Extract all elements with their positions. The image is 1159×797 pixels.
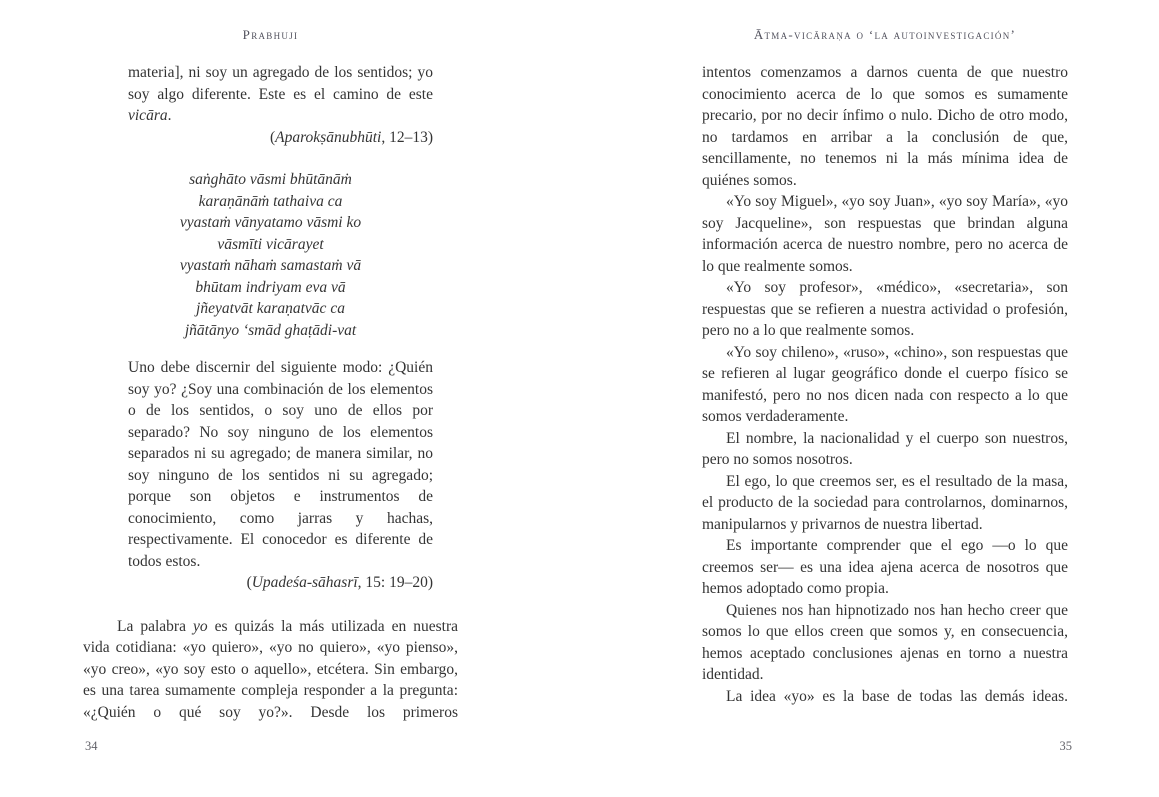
verse-line: vāsmīti vicārayet [217,235,324,253]
body-paragraph: La idea «yo» es la base de todas las demás ideas. [726,687,1068,705]
running-header-author: Prabhuji [242,27,299,42]
body-paragraph: El ego, lo que creemos ser, es el resultado de la masa, el producto de la sociedad para controlarnos, dominarnos, manipularnos y privarnos de nuestra libertad. [702,472,1068,533]
page-number-right: 35 [1059,739,1072,753]
body-paragraph: «Yo soy chileno», «ruso», «chino», son respuestas que se refieren al lugar geográfico donde el cuerpo físico se manifestó, pero no nos dicen nada con respecto a lo que somos verdaderamente. [702,343,1068,425]
body-paragraph: «Yo soy profesor», «médico», «secretaria», son respuestas que se refieren a nuestra actividad o profesión, pero no a lo que realmente somos. [702,279,1068,339]
body-paragraph-la-palabra-yo: La palabra yo es quizás la más utilizada en nuestra vida cotidiana: «yo quiero», «yo no quiero», «yo pienso», «yo creo», «yo soy esto o aquello», etcétera. Sin embargo, es una tarea sumamente compleja responder a la pregunta: «¿Quién o qué soy yo?». Desde los primeros [83,617,458,721]
left-page [83,0,458,797]
verse-line: saṅghāto vāsmi bhūtānāṁ [189,171,352,188]
quote-citation-upadesa-sahasri: (Upadeśa-sāhasrī, 15: 19–20) [246,574,433,591]
body-paragraph: Quienes nos han hipnotizado nos han hecho creer que somos lo que ellos creen que somos y, en consecuencia, hemos aceptado conclusiones ajenas en torno a nuestra identidad. [702,601,1068,683]
running-header-chapter: Ātma-vicāraṇa o ‘la autoinvestigación’ [753,27,1017,42]
sanskrit-verse [83,169,458,341]
block-quote-continuation: materia], ni soy un agregado de los sentidos; yo soy algo diferente. Este es el camino de este vicāra. [128,64,433,124]
body-paragraph: Es importante comprender que el ego —o lo que creemos ser— es una idea ajena acerca de nosotros que hemos adoptado como propia. [702,537,1068,597]
verse-line: vyastaṁ nāhaṁ samastaṁ vā [179,257,362,274]
page-number-left: 34 [85,739,98,753]
quote-citation-aparoksanubhuti: (Aparokṣānubhūti, 12–13) [269,128,433,146]
verse-line: bhūtam indriyam eva vā [195,278,346,296]
verse-line: vyastaṁ vānyatamo vāsmi ko [179,214,362,231]
right-page [702,0,1072,797]
verse-line: jñeyatvāt karaṇatvāc ca [196,300,345,317]
body-paragraph: intentos comenzamos a darnos cuenta de que nuestro conocimiento acerca de lo que somos es sumamente precario, por no decir ínfimo o nulo. Dicho de otro modo, no tardamos en arribar a la conclusión de que, sencillamente, no tenemos ni la más mínima idea de quiénes somos. [702,64,1068,189]
block-quote-discernment: Uno debe discernir del siguiente modo: ¿Quién soy yo? ¿Soy una combinación de los elementos o de los sentidos, o soy uno de ellos por separado? No soy ninguno de los elementos separados ni su agregado; de manera similar, no soy ninguno de los sentidos ni su agregado; porque son objetos e instrumentos de conocimiento, como jarras y hachas, respectivamente. El conocedor es diferente de todos estos. [128,359,433,570]
body-paragraph: «Yo soy Miguel», «yo soy Juan», «yo soy María», «yo soy Jacqueline», son respuestas que brindan alguna información acerca de nuestro nombre, pero no acerca de lo que realmente somos. [702,193,1068,275]
verse-line: karaṇānāṁ tathaiva ca [198,192,343,210]
verse-line: jñātānyo ‘smād ghaṭādi-vat [184,321,357,339]
body-paragraph: El nombre, la nacionalidad y el cuerpo son nuestros, pero no somos nosotros. [702,429,1068,468]
